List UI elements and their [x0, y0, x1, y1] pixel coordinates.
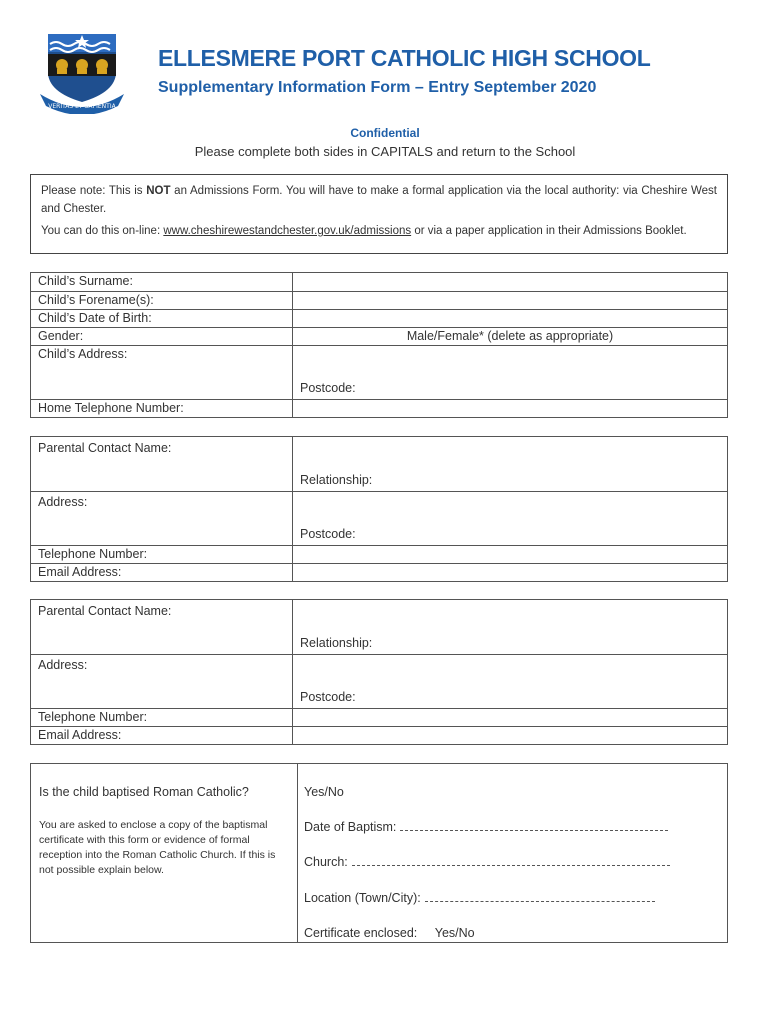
church-field[interactable]: [352, 855, 670, 866]
parent1-email-label: Email Address:: [31, 564, 293, 582]
parent1-name-label: Parental Contact Name:: [31, 437, 293, 492]
svg-text:VERITAS ET SAPIENTIA: VERITAS ET SAPIENTIA: [48, 103, 116, 110]
gender-label: Gender:: [31, 328, 293, 346]
child-surname-label: Child’s Surname:: [31, 273, 293, 292]
baptism-instructions: You are asked to enclose a copy of the baptismal certificate with this form or evidence of formal reception into the Roman Catholic Church. If this is not possible explain below.: [39, 819, 276, 876]
parent1-relationship-label: Relationship:: [300, 473, 373, 487]
parent2-name-label: Parental Contact Name:: [31, 600, 293, 655]
church-row: [304, 855, 670, 869]
parent2-address-field[interactable]: [293, 655, 728, 709]
parent1-telephone-field[interactable]: [293, 546, 728, 564]
admissions-note: [30, 174, 728, 254]
baptism-date-row: [304, 820, 668, 834]
parent2-relationship-label: Relationship:: [300, 636, 373, 650]
admissions-link[interactable]: www.cheshirewestandchester.gov.uk/admissions: [163, 225, 412, 237]
parent1-address-label: Address:: [31, 492, 293, 546]
parent1-postcode-label: Postcode:: [300, 527, 356, 541]
parent2-postcode-label: Postcode:: [300, 690, 356, 704]
child-forenames-field[interactable]: [293, 292, 728, 310]
parent1-email-field[interactable]: [293, 564, 728, 582]
child-forenames-label: Child’s Forename(s):: [31, 292, 293, 310]
baptism-question: Is the child baptised Roman Catholic?: [39, 785, 249, 799]
child-address-field[interactable]: [293, 346, 728, 400]
note-line-1: Please note: This is NOT an Admissions Form. You will have to make a formal application via the local authority: via Cheshire West and Chester.: [41, 185, 717, 215]
child-address-label: Child’s Address:: [31, 346, 293, 400]
parent2-email-label: Email Address:: [31, 727, 293, 745]
home-telephone-field[interactable]: [293, 400, 728, 418]
parent1-name-field[interactable]: [293, 437, 728, 492]
baptised-yes-no[interactable]: Yes/No: [304, 785, 344, 799]
parent2-address-label: Address:: [31, 655, 293, 709]
child-surname-field[interactable]: [293, 273, 728, 292]
church-label: Church:: [304, 855, 348, 869]
parent2-telephone-field[interactable]: [293, 709, 728, 727]
baptism-date-label: Date of Baptism:: [304, 820, 397, 834]
parent2-name-field[interactable]: [293, 600, 728, 655]
baptism-section: [30, 763, 728, 943]
certificate-label: Certificate enclosed:: [304, 926, 418, 940]
home-telephone-label: Home Telephone Number:: [31, 400, 293, 418]
child-details-table: [30, 272, 728, 418]
confidential-label: Confidential: [350, 126, 420, 140]
school-name: ELLESMERE PORT CATHOLIC HIGH SCHOOL: [158, 45, 651, 71]
instruction-text: Please complete both sides in CAPITALS and return to the School: [194, 144, 576, 159]
parent1-telephone-label: Telephone Number:: [31, 546, 293, 564]
location-row: [304, 891, 655, 905]
certificate-row: [304, 926, 475, 940]
parent-contact-1-table: [30, 436, 728, 582]
location-field[interactable]: [425, 891, 655, 902]
note-line-2: You can do this on-line: www.cheshirewestandchester.gov.uk/admissions or via a paper application in their Admissions Booklet.: [41, 225, 687, 237]
parent1-address-field[interactable]: [293, 492, 728, 546]
location-label: Location (Town/City):: [304, 891, 421, 905]
parent-contact-2-table: [30, 599, 728, 745]
baptism-date-field[interactable]: [400, 820, 668, 831]
certificate-yes-no[interactable]: Yes/No: [434, 926, 475, 940]
school-crest-logo: [38, 32, 126, 114]
form-subtitle: Supplementary Information Form – Entry September 2020: [158, 79, 597, 96]
child-postcode-label: Postcode:: [300, 381, 356, 395]
child-dob-field[interactable]: [293, 310, 728, 328]
gender-field[interactable]: Male/Female* (delete as appropriate): [293, 328, 728, 346]
child-dob-label: Child’s Date of Birth:: [31, 310, 293, 328]
parent2-email-field[interactable]: [293, 727, 728, 745]
parent2-telephone-label: Telephone Number:: [31, 709, 293, 727]
baptism-divider: [297, 764, 298, 942]
